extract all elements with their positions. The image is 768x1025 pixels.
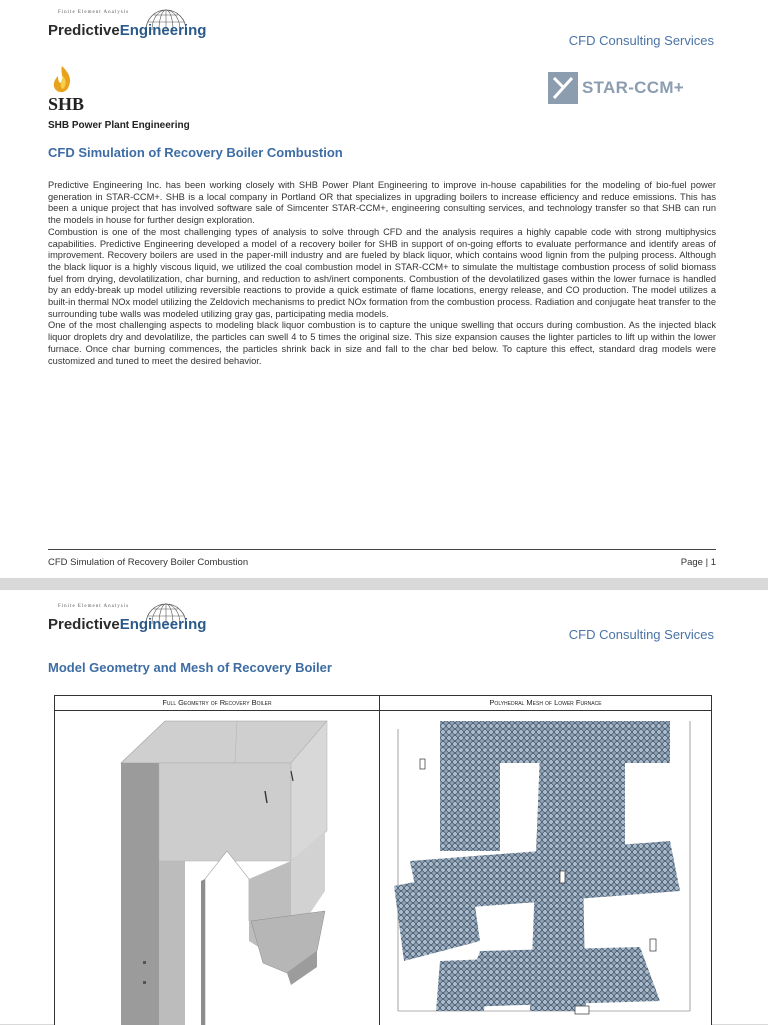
paragraph: Predictive Engineering Inc. has been working closely with SHB Power Plant Engineering to improve in-house capabilities for the modeling of bio-fuel power generation in STAR-CCM+. SHB is a local company in Portland OR that specializes in upgrading boilers to increase efficiency and reduce emissions. This has been a unique project that has involved software sale of Simcenter STAR-CCM+, engineering consulting services, and technology transfer so that SHB can run the models in house for further design exploration.: [48, 180, 716, 226]
document-page-2: [0, 590, 768, 1024]
logo-tagline: Finite Element Analysis: [58, 604, 130, 609]
star-ccm-logo-text: STAR-CCM+: [582, 78, 685, 97]
flame-icon: [48, 64, 78, 98]
logo-wordmark: [48, 616, 206, 633]
logo-word-engineering: Engineering: [119, 616, 207, 633]
page-title: Model Geometry and Mesh of Recovery Boiler: [48, 660, 332, 675]
body-text: [48, 180, 716, 367]
logo-wordmark: [48, 22, 206, 39]
boiler-geometry-image: [55, 711, 379, 1025]
shb-caption: SHB Power Plant Engineering: [48, 120, 190, 131]
footer-page-number: Page | 1: [680, 557, 716, 568]
page-title: CFD Simulation of Recovery Boiler Combustion: [48, 145, 343, 160]
star-ccm-mark-icon: [548, 72, 578, 104]
shb-logo-text: SHB: [48, 94, 85, 114]
header-service-label: CFD Consulting Services: [568, 627, 714, 642]
logo-word-predictive: Predictive: [48, 22, 120, 39]
footer-title: CFD Simulation of Recovery Boiler Combustion: [48, 557, 249, 568]
star-ccm-logo: [548, 72, 685, 109]
polyhedral-mesh-image: [380, 711, 711, 1025]
footer-divider: [48, 549, 716, 550]
paragraph: Combustion is one of the most challenging types of analysis to solve through CFD and the analysis requires a highly capable code with strong multiphysics capabilities. Predictive Engineering developed a model of a recovery boiler for SHB in support of on-going efforts to evaluate performance and identify areas of improvement. Recovery boilers are used in the paper-mill industry and are fueled by black liquor, which contains wood lignin from the pulping process. Although the black liquor is a highly viscous liquid, we utilized the coal combustion model in STAR-CCM+ to simulate the multistage combustion process of solid biomass fuel from drying, devolatilization, char burning, and reduction to ash/inert components. Combustion of the devolatilized gases within the lower furnace is handled by an eddy-break up model utilizing reversible reactions to provide a quick estimate of flame locations, energy release, and CO production. The model utilizes a built-in thermal NOx model utilizing the Zeldovich mechanisms to predict NOx formation from the combustion process. Radiation and conjugate heat transfer to the surrounding tube walls was modeled utilizing gray gas, participating media models.: [48, 226, 716, 319]
logo-word-predictive: Predictive: [48, 616, 120, 633]
logo-word-engineering: Engineering: [119, 22, 207, 39]
figure-column-header: Polyhedral Mesh of Lower Furnace: [380, 696, 711, 711]
figure-column-header: Full Geometry of Recovery Boiler: [55, 696, 379, 711]
header-service-label: CFD Consulting Services: [568, 33, 714, 48]
figure-table: [54, 695, 712, 1025]
paragraph: One of the most challenging aspects to modeling black liquor combustion is to capture the unique swelling that occurs during combustion. As the injected black liquor droplets dry and devolatilize, the particles can swell 4 to 5 times the original size. This size expansion causes the lighter particles to lift up within the lower furnace. Once char burning commences, the particles shrink back in size and fall to the char bed below. To capture this effect, standard drag models were customized and tuned to meet the desired behavior.: [48, 320, 716, 366]
logo-tagline: Finite Element Analysis: [58, 10, 130, 15]
